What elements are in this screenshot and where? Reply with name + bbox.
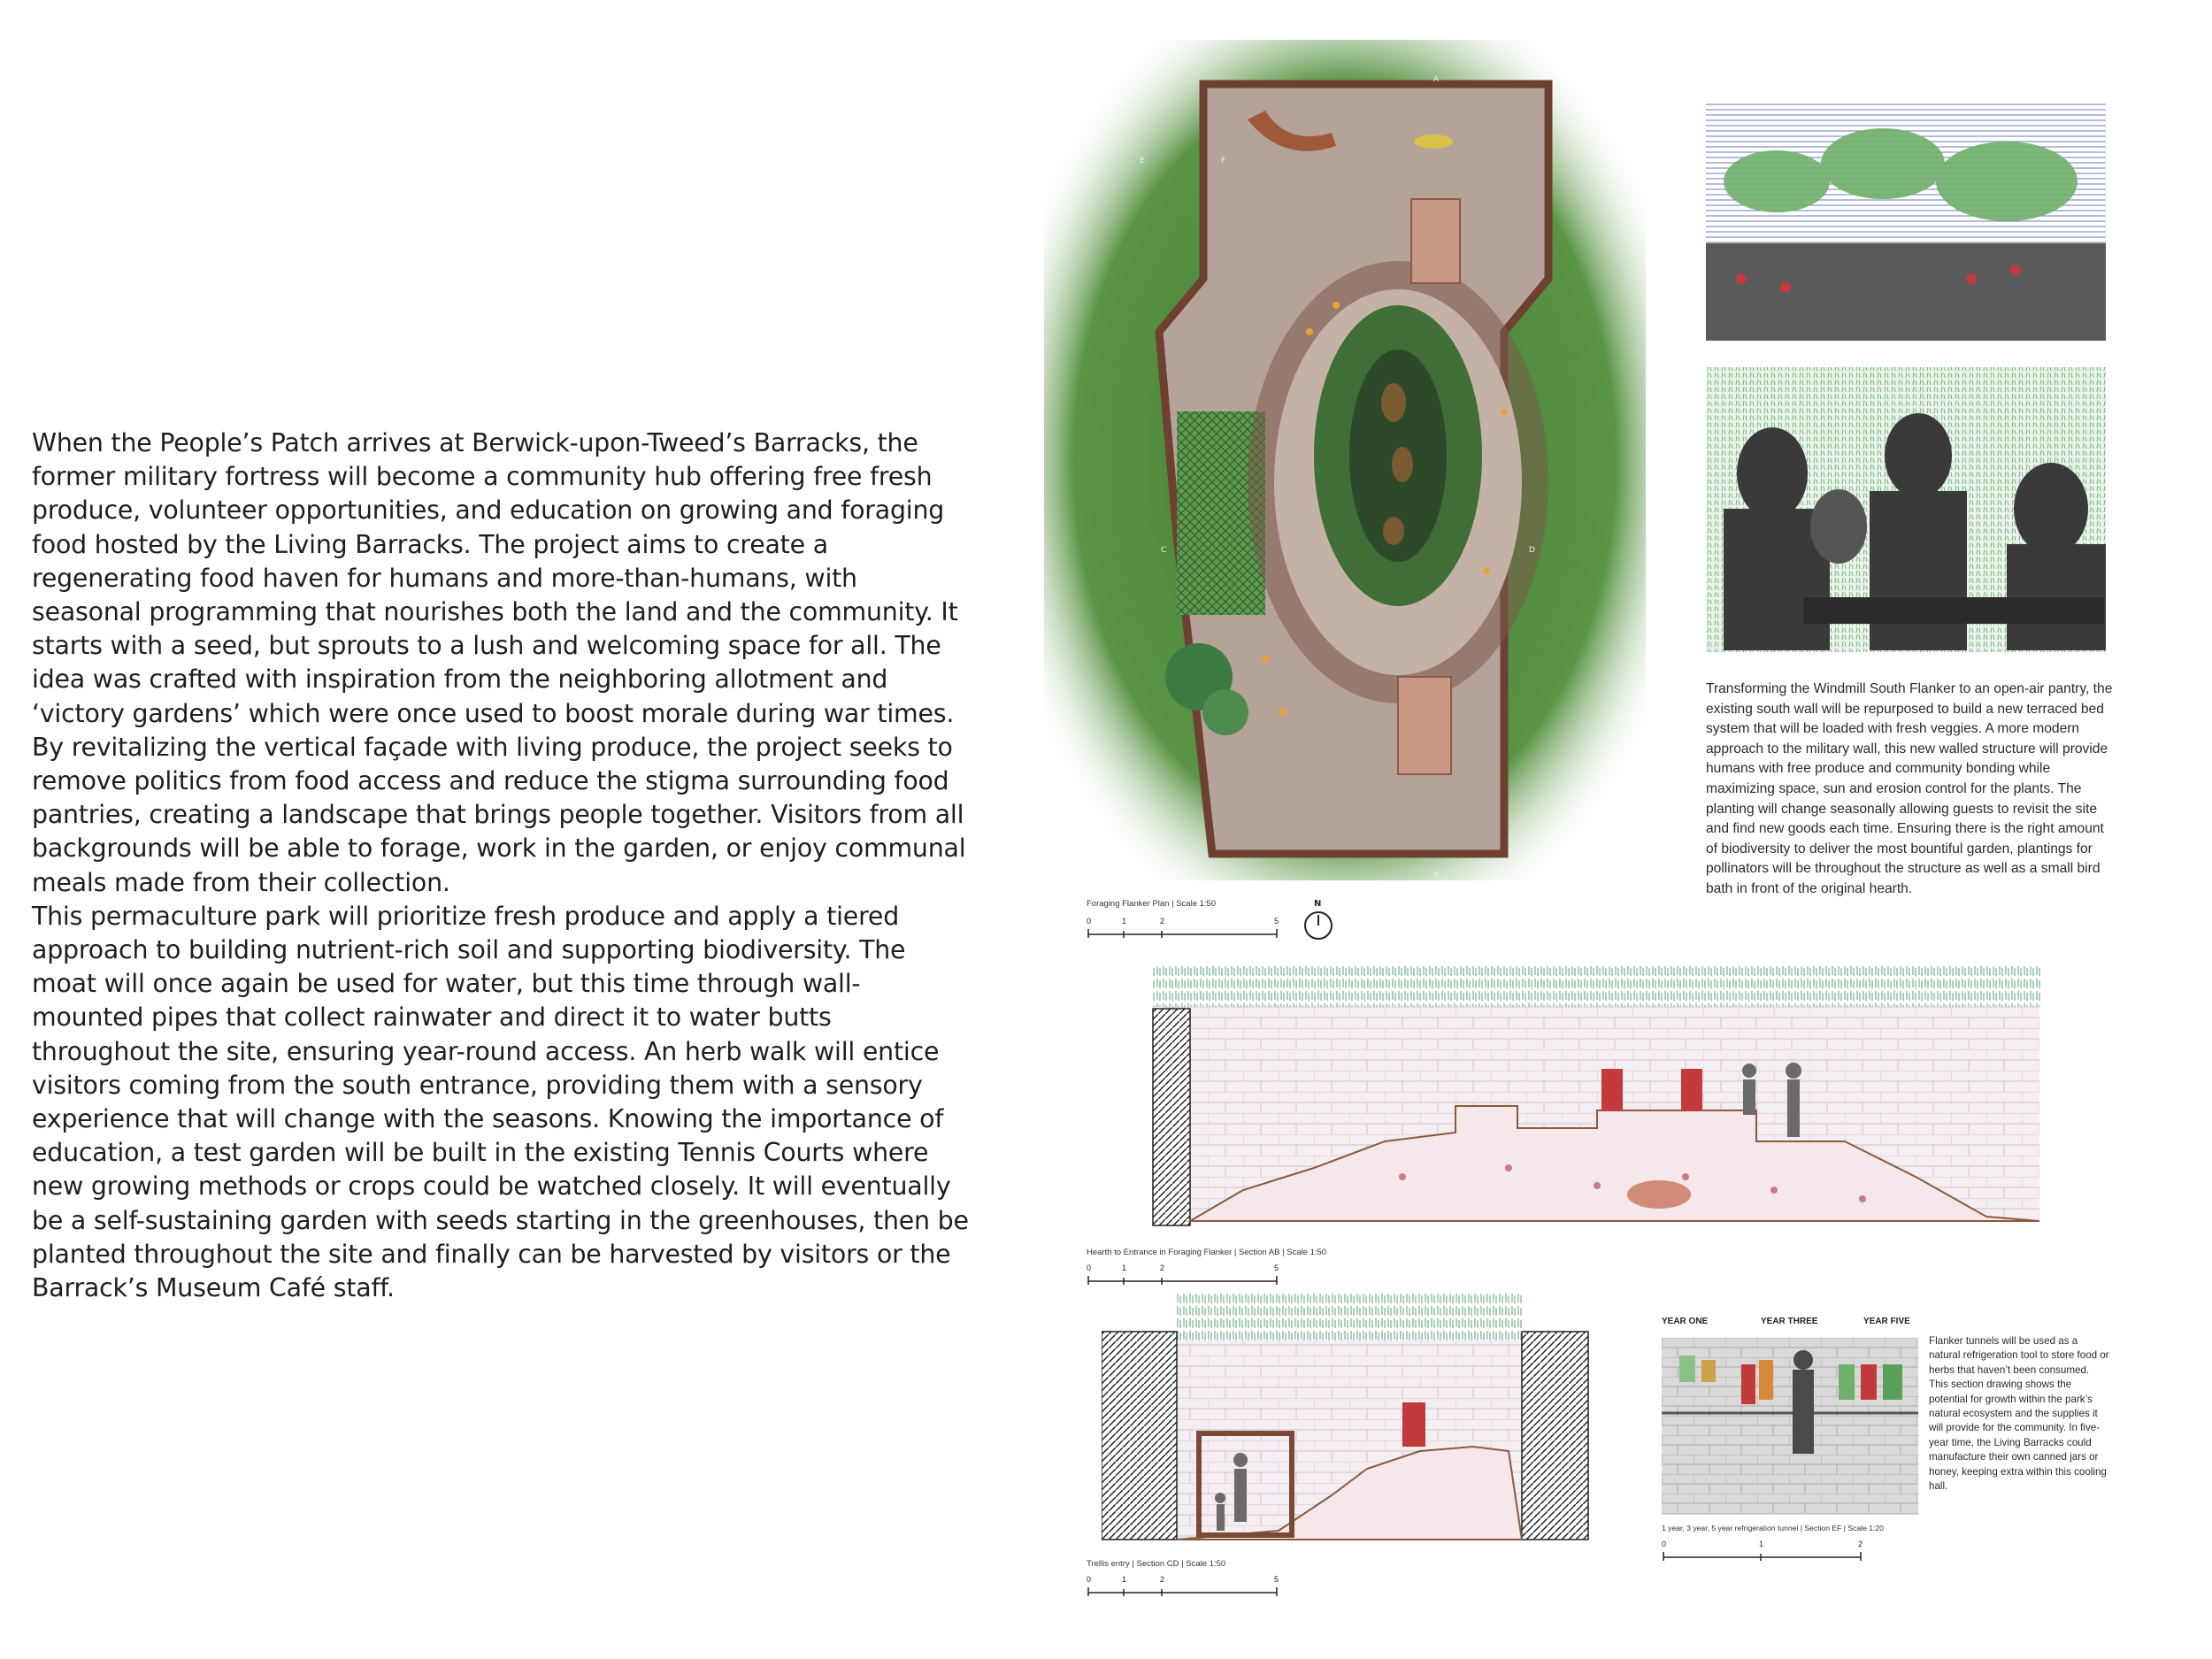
collage-illustration: [1706, 102, 2106, 652]
pond: [1381, 383, 1406, 422]
year-labels: [1662, 1317, 1918, 1333]
north-arrow-icon: [1301, 899, 1336, 940]
scale-tick: 2: [1160, 917, 1165, 926]
scale-tick: 1: [1759, 1540, 1764, 1548]
root-tuber: [1627, 1180, 1691, 1209]
scale-tick: 2: [1160, 1263, 1165, 1272]
section-marker-a: A: [1433, 75, 1440, 84]
section-cd-caption: Trellis entry | Section CD | Scale 1:50: [1087, 1559, 1226, 1569]
stairs-south: [1398, 677, 1451, 774]
scale-tick: 5: [1274, 917, 1279, 926]
essay-paragraph-2: By revitalizing the vertical façade with living produce, the project seeks to remove politics from food access and reduce the stigma surrounding food pantries, creating a landscape that brings people together. Visitors from all backgrounds will be able to forage, work in the garden, or enjoy communal meals made from their collection.: [32, 732, 966, 897]
year-one-label: YEAR ONE: [1662, 1317, 1709, 1326]
section-marker-c: C: [1161, 546, 1167, 555]
railing-plants: [1153, 964, 2042, 1007]
railing-plants: [1177, 1292, 1522, 1340]
section-marker-b: B: [1433, 872, 1440, 880]
scale-tick: 0: [1087, 1575, 1092, 1584]
red-planter: [1402, 1402, 1425, 1447]
collage-description: Transforming the Windmill South Flanker to an open-air pantry, the existing south wall will be repurposed to build a new terraced bed system that will be loaded with fresh veggies. A more modern approach to the military wall, this new walled structure will provide humans with free produce and community bonding while maximizing space, sun and erosion control for the plants. The planting will change seasonally allowing guests to revisit the site and find new goods each time. Ensuring there is the right amount of biodiversity to deliver the most bountiful garden, plantings for pollinators will be throughout the structure as well as a small bird bath in front of the original hearth.: [1706, 681, 2113, 896]
section-ab-caption: Hearth to Entrance in Foraging Flanker | Section AB | Scale 1:50: [1087, 1248, 1327, 1257]
plan-caption: Foraging Flanker Plan | Scale 1:50: [1087, 899, 1217, 909]
scale-tick: 5: [1274, 1263, 1279, 1272]
year-three-label: YEAR THREE: [1761, 1317, 1818, 1326]
scale-tick: 0: [1087, 917, 1092, 926]
red-planter: [1681, 1069, 1702, 1111]
scale-tick: 1: [1122, 1575, 1127, 1584]
shrub: [1202, 689, 1248, 735]
pond: [1383, 517, 1404, 545]
section-ab-drawing: [1137, 964, 2057, 1234]
pond: [1392, 447, 1413, 482]
year-five-label: YEAR FIVE: [1863, 1317, 1910, 1326]
scale-tick: 2: [1858, 1540, 1863, 1548]
cut-wall-right: [1522, 1332, 1588, 1540]
scale-tick: 0: [1662, 1540, 1667, 1548]
tunnel-illustration: [1662, 1338, 1918, 1515]
stairs-north: [1411, 199, 1460, 283]
scale-tick: 2: [1160, 1575, 1165, 1584]
person-figure: [1793, 1350, 1814, 1454]
section-cd-scale-bar: [1087, 1575, 1281, 1601]
scale-tick: 0: [1087, 1263, 1092, 1272]
plan-scale-bar: [1087, 917, 1281, 943]
section-ef-description: Flanker tunnels will be used as a natural refrigeration tool to store food or herbs that haven’t been consumed. This section drawing shows the potential for growth within the park’s natural ecosystem and the supplies it will provide for the community. In five-year time, the Living Barracks could manufacture their own canned jars or honey, keeping extra within this cooling hall.: [1929, 1335, 2109, 1493]
scale-tick: 1: [1122, 1263, 1127, 1272]
section-ef-scale-bar: [1662, 1540, 1865, 1566]
tunnel-wall: [1662, 1338, 1918, 1515]
section-marker-f: F: [1221, 157, 1226, 165]
cut-wall: [1153, 1009, 1190, 1225]
essay-paragraph-1: When the People’s Patch arrives at Berwick-upon-Tweed’s Barracks, the former military fortress will become a community hub offering free fresh produce, volunteer opportunities, and education on growing and foraging food hosted by the Living Barracks. The project aims to create a regenerating food haven for humans and more-than-humans, with seasonal programming that nourishes both the land and the community. It starts with a seed, but sprouts to a lush and welcoming space for all. The idea was crafted with inspiration from the neighboring allotment and ‘victory gardens’ which were once used to boost morale during war times.: [32, 428, 958, 728]
cut-wall-left: [1102, 1332, 1177, 1540]
red-planter: [1601, 1069, 1623, 1111]
section-ab-scale-bar: [1087, 1263, 1281, 1290]
picnic-table: [1803, 597, 2104, 624]
scale-tick: 1: [1122, 917, 1127, 926]
scale-tick: 5: [1274, 1575, 1279, 1584]
section-cd-drawing: [1102, 1292, 1597, 1544]
flower-cluster: [1414, 134, 1453, 149]
essay-paragraph-3: This permaculture park will prioritize fresh produce and apply a tiered approach to building nutrient-rich soil and supporting biodiversity. The moat will once again be used for water, but this time through wall-mounted pipes that collect rainwater and direct it to water butts throughout the site, ensuring year-round access. An herb walk will entice visitors coming from the south entrance, providing them with a sensory experience that will change with the seasons. Knowing the importance of education, a test garden will be built in the existing Tennis Courts where new growing methods or crops could be watched closely. It will eventually be a self-sustaining garden with seeds starting in the greenhouses, then be planted throughout the site and finally can be harvested by visitors or the Barrack’s Museum Café staff.: [32, 901, 969, 1303]
section-marker-e: E: [1140, 157, 1145, 165]
stone-wall: [1706, 243, 2106, 341]
section-ef-caption: 1 year, 3 year, 5 year refrigeration tunnel | Section EF | Scale 1:20: [1662, 1524, 1884, 1532]
essay-text: [32, 426, 970, 1305]
north-label: N: [1314, 899, 1322, 909]
site-plan-drawing: [1044, 40, 1646, 880]
section-marker-d: D: [1529, 546, 1535, 555]
